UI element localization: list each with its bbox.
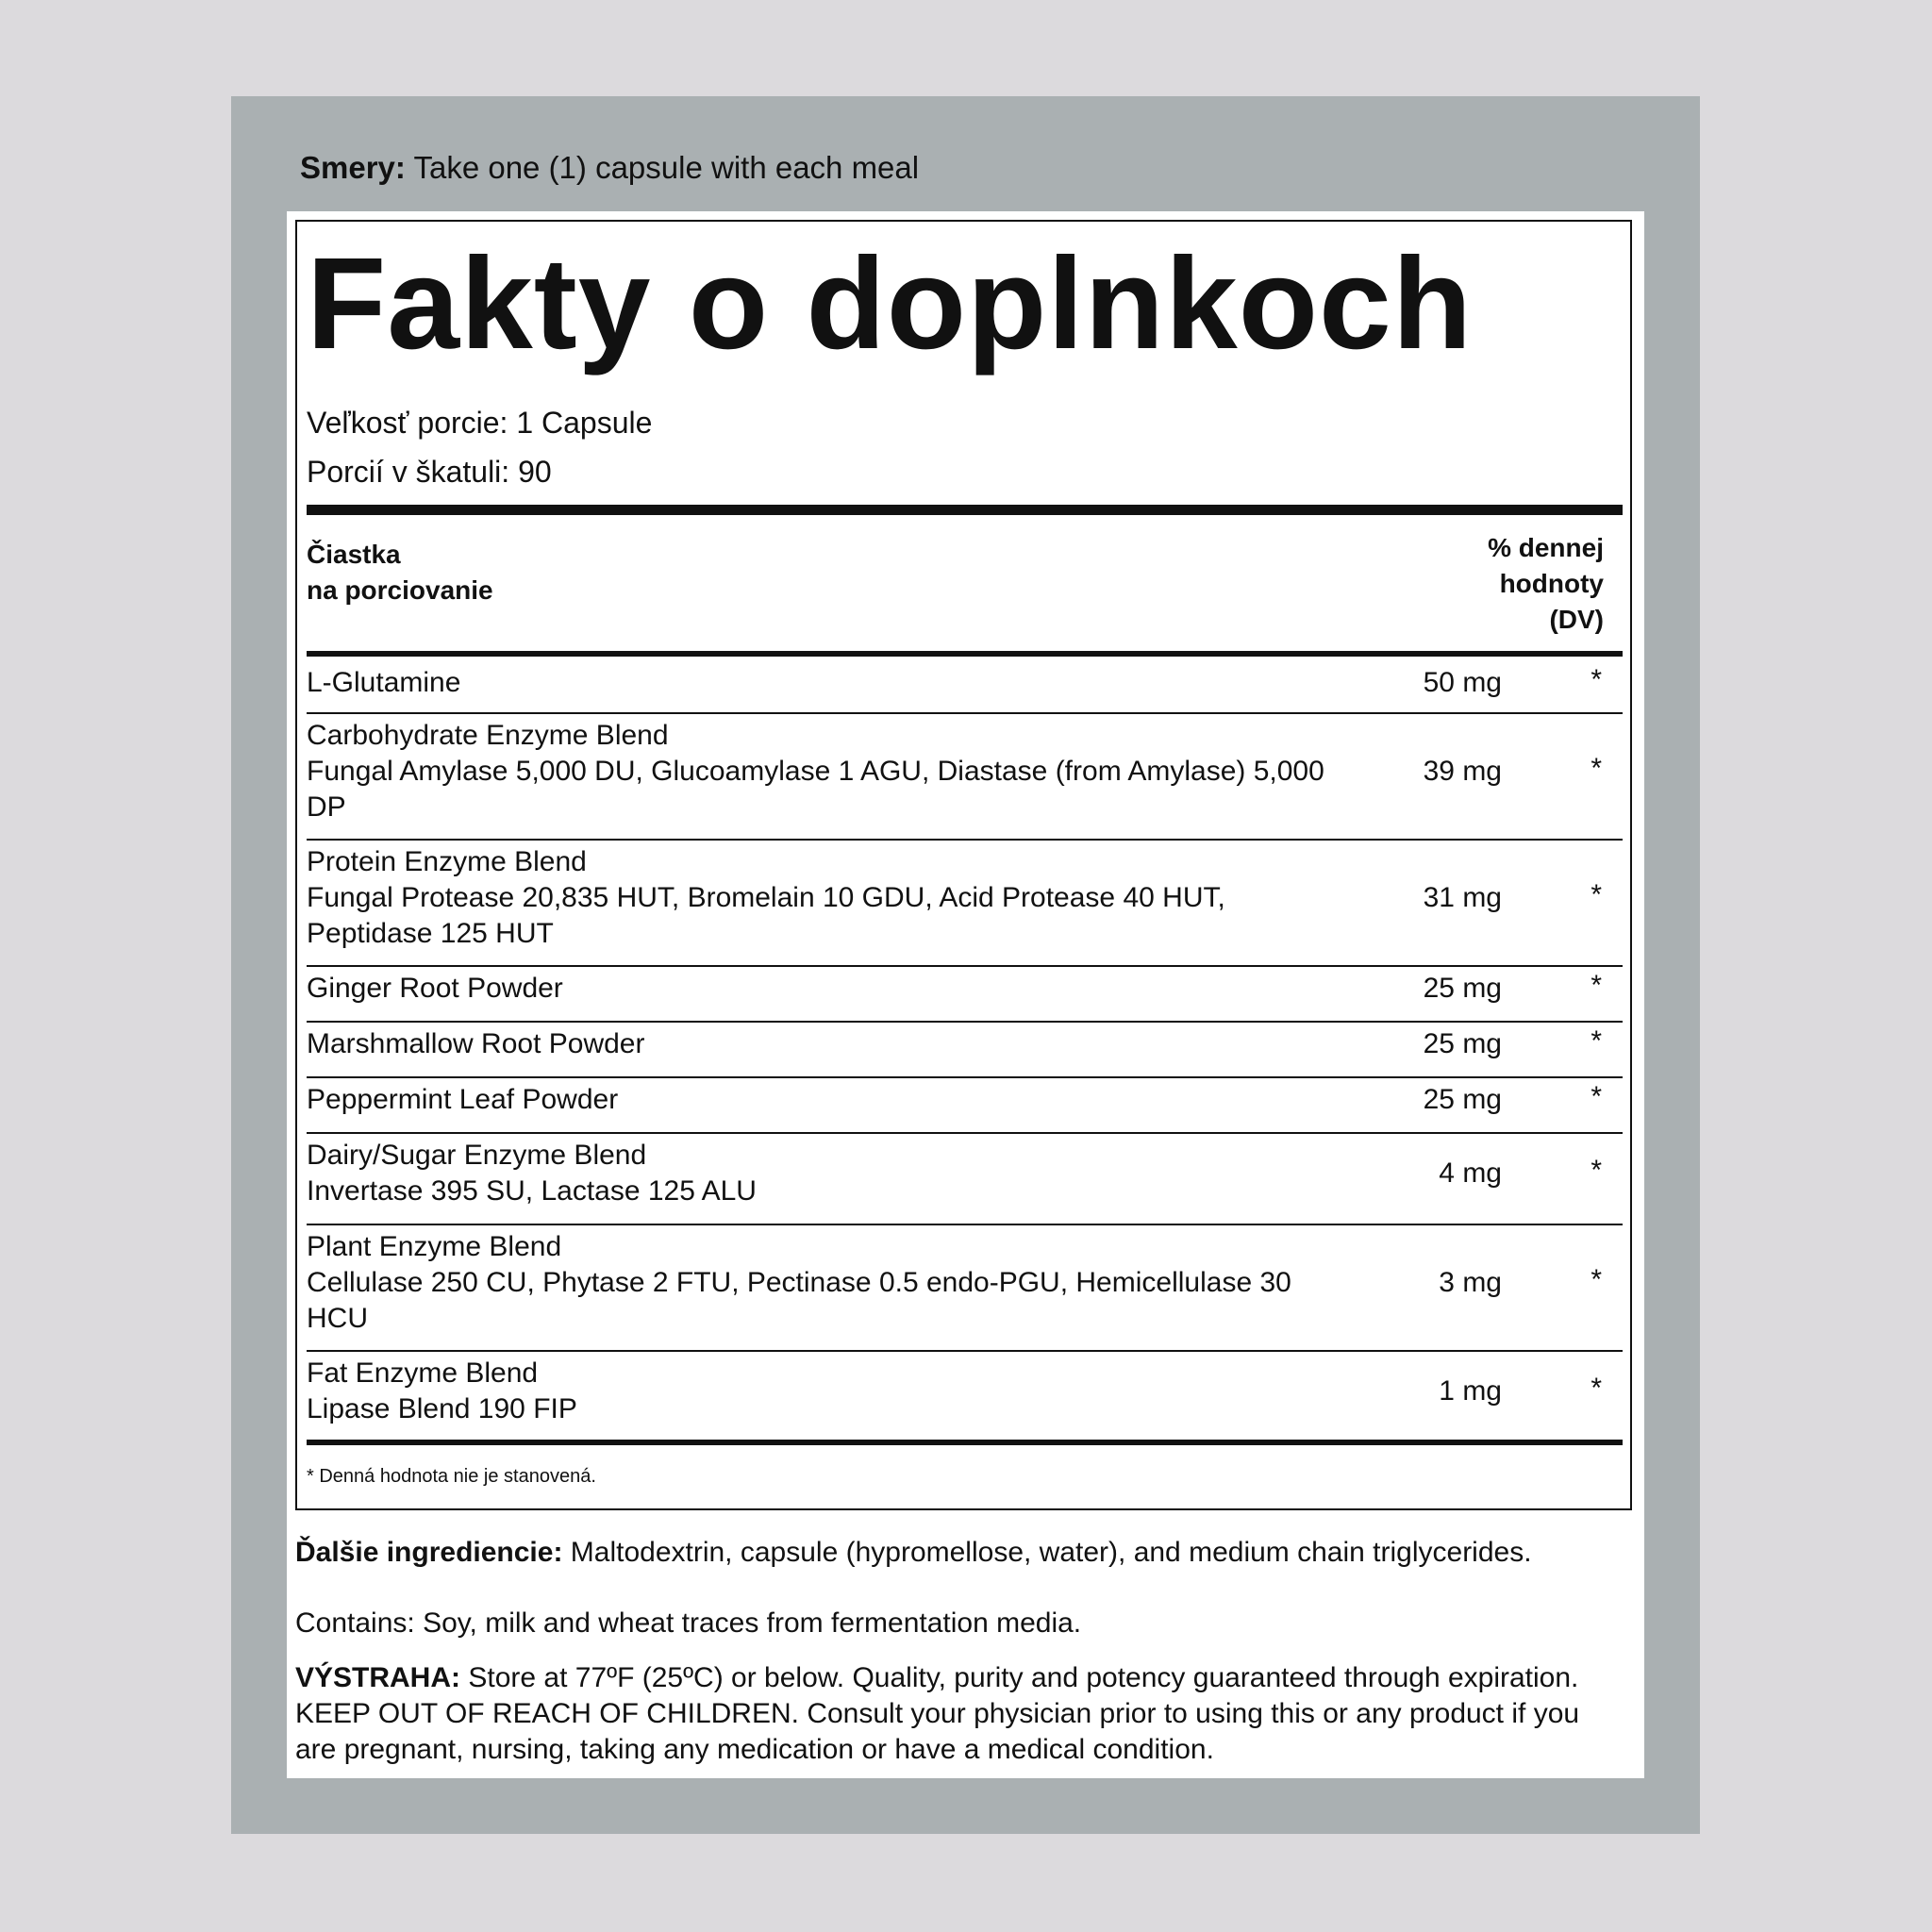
directions [300,147,1621,189]
row-divider [307,1132,1623,1134]
ingredient-dv: * [1591,664,1602,695]
directions-text: Take one (1) capsule with each meal [413,150,920,185]
ingredient-row [307,1026,1623,1075]
ingredient-detail: Lipase Blend 190 FIP [307,1393,577,1424]
ingredient-detail-cont: HCU [307,1303,368,1334]
other-ingredients-text: Maltodextrin, capsule (hypromellose, water), and medium chain triglycerides. [570,1537,1532,1568]
ingredient-dv: * [1591,879,1602,910]
facts-title: Fakty o doplnkoch [307,231,1474,376]
ingredient-amount: 25 mg [1423,1084,1502,1115]
ingredient-row [307,1138,1623,1223]
ingredient-dv: * [1591,1264,1602,1295]
warning-label: VÝSTRAHA: [295,1662,461,1693]
ingredient-row [307,1082,1623,1131]
header-left-line1: Čiastka [307,540,401,569]
ingredient-dv: * [1591,1025,1602,1057]
ingredient-dv: * [1591,753,1602,784]
ingredient-name: Ginger Root Powder [307,973,563,1004]
ingredient-name: Peppermint Leaf Powder [307,1084,619,1115]
ingredient-amount: 25 mg [1423,1028,1502,1059]
header-left-line2: na porciovanie [307,575,493,605]
ingredient-detail: Fungal Amylase 5,000 DU, Glucoamylase 1 AGU, Diastase (from Amylase) 5,000 [307,756,1324,787]
row-divider [307,1076,1623,1078]
ingredient-detail-cont: Peptidase 125 HUT [307,918,554,949]
warning-text: Store at 77ºF (25ºC) or below. Quality, purity and potency guaranteed through expiration. KEEP OUT OF REACH OF CHILDREN. Consult your physician prior to using this or any product if you are pregnant, nursing, taking any medication or have a medical condition. [295,1662,1580,1765]
ingredient-dv: * [1591,1373,1602,1404]
ingredient-name: Marshmallow Root Powder [307,1028,645,1059]
ingredient-dv: * [1591,1081,1602,1112]
ingredient-row [307,1229,1623,1352]
ingredient-amount: 31 mg [1423,882,1502,913]
row-divider [307,1224,1623,1225]
other-ingredients-label: Ďalšie ingrediencie: [295,1537,563,1568]
ingredient-name: Fat Enzyme Blend [307,1357,539,1389]
directions-label: Smery: [300,150,406,185]
ingredient-name: Carbohydrate Enzyme Blend [307,720,669,751]
other-ingredients [295,1535,1625,1571]
footnote: * Denná hodnota nie je stanovená. [307,1466,596,1487]
ingredient-amount: 3 mg [1439,1267,1502,1298]
ingredient-detail-cont: DP [307,791,346,823]
ingredient-name: Plant Enzyme Blend [307,1231,562,1262]
row-divider [307,839,1623,841]
row-divider [307,1350,1623,1352]
ingredient-amount: 25 mg [1423,973,1502,1004]
amount-per-serving-header [307,537,493,608]
ingredient-row [307,662,1623,717]
ingredient-name: L-Glutamine [307,667,461,698]
ingredient-detail: Fungal Protease 20,835 HUT, Bromelain 10 GDU, Acid Protease 40 HUT, [307,882,1225,913]
ingredient-dv: * [1591,1155,1602,1186]
ingredient-detail: Cellulase 250 CU, Phytase 2 FTU, Pectinase 0.5 endo-PGU, Hemicellulase 30 [307,1267,1291,1298]
ingredient-dv: * [1591,970,1602,1001]
rule-header-bottom [307,651,1623,657]
ingredient-name: Protein Enzyme Blend [307,846,587,877]
ingredient-amount: 50 mg [1423,667,1502,698]
servings-per-container: Porcií v škatuli: 90 [307,455,552,489]
header-right-line2: hodnoty [1499,569,1604,598]
header-right-line3: (DV) [1549,605,1604,634]
row-divider [307,965,1623,967]
supplement-facts-box [295,220,1632,1510]
rule-table-bottom [307,1440,1623,1445]
rule-thick-top [307,505,1623,515]
ingredient-row [307,718,1623,841]
ingredient-row [307,1356,1623,1441]
ingredient-row [307,844,1623,967]
header-right-line1: % dennej [1488,533,1604,562]
ingredient-amount: 4 mg [1439,1158,1502,1189]
row-divider [307,1021,1623,1023]
ingredient-name: Dairy/Sugar Enzyme Blend [307,1140,647,1171]
warning [295,1660,1625,1768]
daily-value-header [1488,530,1604,638]
ingredient-row [307,971,1623,1020]
allergen-statement: Contains: Soy, milk and wheat traces from fermentation media. [295,1607,1082,1639]
ingredient-detail: Invertase 395 SU, Lactase 125 ALU [307,1175,757,1207]
ingredient-amount: 1 mg [1439,1375,1502,1407]
row-divider [307,712,1623,714]
serving-size: Veľkosť porcie: 1 Capsule [307,406,653,440]
ingredient-amount: 39 mg [1423,756,1502,787]
